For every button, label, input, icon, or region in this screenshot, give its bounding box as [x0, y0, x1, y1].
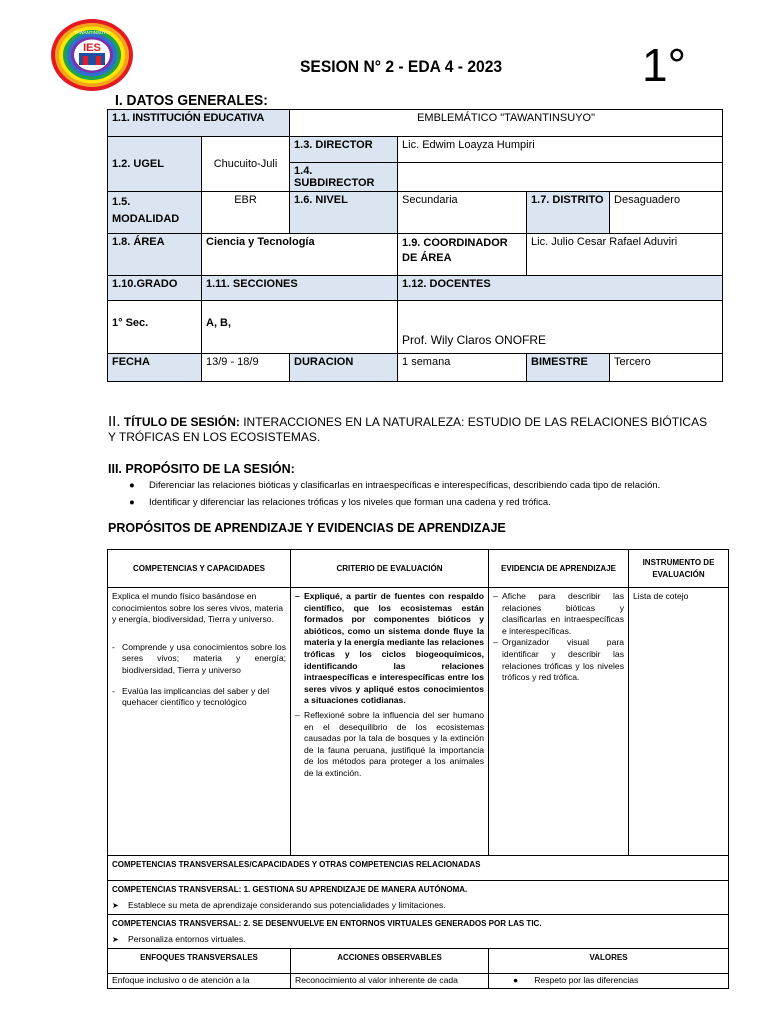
- secciones-value: A, B,: [202, 301, 398, 354]
- nivel-label: 1.6. NIVEL: [290, 192, 398, 234]
- school-logo: [50, 18, 134, 92]
- transversal-1-item: Establece su meta de aprendizaje considerando sus potencialidades y limitaciones.: [128, 899, 446, 910]
- bimestre-value: Tercero: [610, 354, 723, 382]
- institution-value: EMBLEMÁTICO "TAWANTINSUYO": [290, 110, 723, 137]
- accion-1: Reconocimiento al valor inherente de cada: [291, 974, 489, 989]
- logo-text: IES: [83, 42, 101, 54]
- ugel-label: 1.2. UGEL: [108, 137, 202, 192]
- criterio-cell: [291, 588, 489, 856]
- section-2-label: TÍTULO DE SESIÓN:: [123, 415, 240, 429]
- bimestre-label: BIMESTRE: [527, 354, 610, 382]
- grade-number: 1°: [642, 39, 686, 91]
- section-2: [108, 414, 708, 445]
- secciones-label: 1.11. SECCIONES: [202, 276, 398, 301]
- row-grado-values: [108, 301, 723, 354]
- enfoques-body-row: [108, 974, 729, 989]
- duracion-value: 1 semana: [398, 354, 527, 382]
- transversal-2-item: Personaliza entornos virtuales.: [128, 933, 246, 944]
- row-director: [108, 137, 723, 163]
- purposes-heading: PROPÓSITOS DE APRENDIZAJE Y EVIDENCIAS DE APRENDIZAJE: [108, 521, 506, 535]
- purpose-bullet-1-text: Diferenciar las relaciones bióticas y clasificarlas en intraespecíficas e interespecíficas, describiendo cada tipo de relación.: [149, 480, 661, 491]
- arrow-bullet-icon: ➤: [112, 934, 119, 944]
- row-modalidad: [108, 192, 723, 234]
- evidencia-2: – Organizador visual para identificar y describir las relaciones tróficas y los niveles tróficos y red trófica.: [493, 637, 624, 683]
- enfoque-1: Enfoque inclusivo o de atención a la: [108, 974, 291, 989]
- competencia-text: Explica el mundo físico basándose en conocimientos sobre los seres vivos, materia y energía, biodiversidad, Tierra y universo.: [112, 591, 283, 625]
- competencies-body-row: [108, 588, 729, 856]
- area-value: Ciencia y Tecnología: [202, 234, 398, 276]
- nivel-value: Secundaria: [398, 192, 527, 234]
- col-competencias: COMPETENCIAS Y CAPACIDADES: [108, 550, 291, 588]
- row-fecha: [108, 354, 723, 382]
- competencias-cell: [108, 588, 291, 856]
- grado-label: 1.10.GRADO: [108, 276, 202, 301]
- coordinador-value: Lic. Julio Cesar Rafael Aduviri: [527, 234, 723, 276]
- row-grado-headers: [108, 276, 723, 301]
- fecha-label: FECHA: [108, 354, 202, 382]
- transversal-2-cell: [108, 915, 729, 949]
- duracion-label: DURACION: [290, 354, 398, 382]
- ugel-value: Chucuito-Juli: [202, 137, 290, 192]
- col-instrumento: INSTRUMENTO DE EVALUACIÓN: [629, 550, 729, 588]
- purpose-bullet-1: [129, 480, 729, 491]
- general-data-table: [107, 109, 723, 382]
- transversales-title-row: [108, 856, 729, 881]
- criterio-1: – Expliqué, a partir de fuentes con respaldo científico, que los ecosistemas están formados por componentes bióticos y abióticos, como un sistema donde fluye la materia y la energía mediante las relaciones tróficas y los ciclos biogeoquímicos, identificando las relaciones intraespecíficas e interespecíficas entre los seres vivos y apliqué estos conocimientos a situaciones cotidianas.: [295, 591, 484, 707]
- transversal-1-cell: [108, 881, 729, 915]
- bullet-icon: ●: [129, 497, 135, 508]
- docentes-value: Prof. Wily Claros ONOFRE: [398, 301, 723, 354]
- competencies-table: [107, 549, 729, 989]
- director-label: 1.3. DIRECTOR: [290, 137, 398, 163]
- logo-ring-text: TAWANTINSUYO: [74, 30, 110, 35]
- arrow-bullet-icon: ➤: [112, 900, 119, 910]
- bullet-icon: ●: [129, 480, 135, 491]
- fecha-value: 13/9 - 18/9: [202, 354, 290, 382]
- subdirector-label: 1.4. SUBDIRECTOR: [290, 163, 398, 192]
- valor-1: Respeto por las diferencias: [534, 975, 639, 986]
- purpose-bullet-2: [129, 497, 729, 508]
- enfoques-header-row: [108, 949, 729, 974]
- col-evidencia: EVIDENCIA DE APRENDIZAJE: [489, 550, 629, 588]
- subdirector-value: [398, 163, 723, 192]
- bullet-icon: ●: [513, 975, 519, 986]
- modalidad-value: EBR: [202, 192, 290, 234]
- col-enfoques: ENFOQUES TRANSVERSALES: [108, 949, 291, 974]
- distrito-value: Desaguadero: [610, 192, 723, 234]
- section-1-heading: I. DATOS GENERALES:: [115, 92, 268, 109]
- row-area: [108, 234, 723, 276]
- session-title: SESION N° 2 - EDA 4 - 2023: [300, 57, 503, 76]
- capacidad-2: - Evalúa las implicancias del saber y del quehacer científico y tecnológico: [112, 686, 286, 709]
- coordinador-label: 1.9. COORDINADOR DE ÁREA: [398, 234, 527, 276]
- distrito-label: 1.7. DISTRITO: [527, 192, 610, 234]
- transversal-2-row: [108, 915, 729, 949]
- purpose-bullet-2-text: Identificar y diferenciar las relaciones tróficas y los niveles que forman una cadena y red trófica.: [149, 497, 551, 508]
- area-label: 1.8. ÁREA: [108, 234, 202, 276]
- transversales-title: COMPETENCIAS TRANSVERSALES/CAPACIDADES Y OTRAS COMPETENCIAS RELACIONADAS: [108, 856, 729, 881]
- competencies-header-row: [108, 550, 729, 588]
- director-value: Lic. Edwim Loayza Humpiri: [398, 137, 723, 163]
- valor-cell: [489, 974, 729, 989]
- capacidad-1: - Comprende y usa conocimientos sobre los seres vivos; materia y energía; biodiversidad, Tierra y universo: [112, 642, 286, 677]
- section-3-heading: III. PROPÓSITO DE LA SESIÓN:: [108, 462, 295, 476]
- instrumento-cell: Lista de cotejo: [629, 588, 729, 856]
- transversal-1-title: COMPETENCIAS TRANSVERSAL: 1. GESTIONA SU APRENDIZAJE DE MANERA AUTÓNOMA.: [112, 885, 468, 894]
- col-criterio: CRITERIO DE EVALUACIÓN: [291, 550, 489, 588]
- grado-value: 1° Sec.: [108, 301, 202, 354]
- section-2-text: INTERACCIONES EN LA NATURALEZA: ESTUDIO DE LAS RELACIONES BIÓTICAS Y TRÓFICAS EN LOS ECOSISTEMAS.: [108, 415, 708, 444]
- col-valores: VALORES: [489, 949, 729, 974]
- transversal-1-row: [108, 881, 729, 915]
- criterio-2: – Reflexioné sobre la influencia del ser humano en el desequilibrio de los ecosistemas causadas por la tala de bosques y la extinción de la fauna peruana, justifiqué la importancia de los métodos para proteger a los animales de la extinción.: [295, 710, 484, 780]
- col-acciones: ACCIONES OBSERVABLES: [291, 949, 489, 974]
- docentes-label: 1.12. DOCENTES: [398, 276, 723, 301]
- modalidad-label: 1.5. MODALIDAD: [108, 192, 202, 234]
- evidencia-1: – Afiche para describir las relaciones bióticas y clasificarlas en intraespecíficas e interespecíficas.: [493, 591, 624, 637]
- transversal-2-title: COMPETENCIAS TRANSVERSAL: 2. SE DESENVUELVE EN ENTORNOS VIRTUALES GENERADOS POR LAS TIC.: [112, 919, 542, 929]
- row-institution: [108, 110, 723, 137]
- section-2-roman: II.: [108, 413, 121, 430]
- evidencia-cell: [489, 588, 629, 856]
- institution-label: 1.1. INSTITUCIÓN EDUCATIVA: [108, 110, 290, 137]
